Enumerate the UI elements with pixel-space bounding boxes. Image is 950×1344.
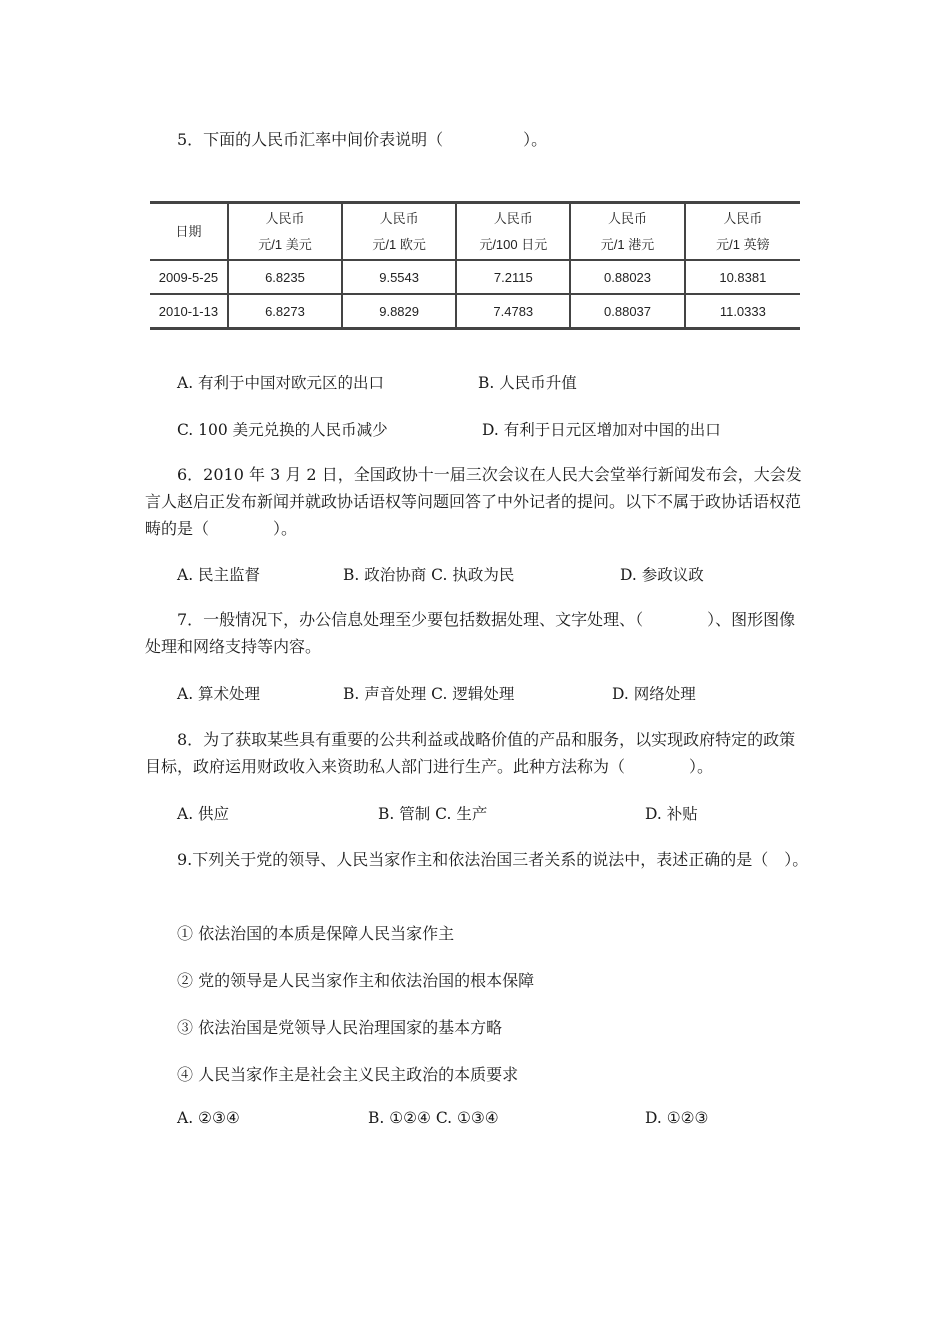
q7-option-d: D. 网络处理	[612, 685, 696, 703]
q9-statement-1: ① 依法治国的本质是保障人民当家作主	[177, 924, 455, 943]
col-gbp-header	[685, 203, 800, 261]
table-row	[150, 294, 800, 329]
cell-gbp: 11.0333	[685, 294, 800, 329]
col-header-top: 人民币	[493, 210, 533, 226]
cell-usd: 6.8235	[228, 260, 342, 294]
date-header: 日期	[175, 223, 202, 239]
col-usd-header	[228, 203, 342, 261]
q5-option-b: B. 人民币升值	[478, 374, 577, 392]
q7-option-a: A. 算术处理	[177, 685, 261, 703]
q5-option-d: D. 有利于日元区增加对中国的出口	[482, 421, 721, 439]
q9-option-d: D. ①②③	[645, 1109, 709, 1127]
col-header-bottom: 元/1 美元	[258, 236, 312, 252]
q5-option-a: A. 有利于中国对欧元区的出口	[177, 374, 385, 392]
col-hkd-header	[570, 203, 684, 261]
cell-jpy: 7.4783	[456, 294, 570, 329]
q6-option-a: A. 民主监督	[177, 566, 261, 584]
col-header-top: 人民币	[723, 210, 763, 226]
q9-statement-2: ② 党的领导是人民当家作主和依法治国的根本保障	[177, 971, 535, 990]
q6-stem: 6．2010 年 3 月 2 日，全国政协十一届三次会议在人民大会堂举行新闻发布会，大会发言人赵启正发布新闻并就政协话语权等问题回答了中外记者的提问。以下不属于政协话语权范畴的是（ ）。	[145, 465, 802, 538]
q5-stem: 5．下面的人民币汇率中间价表说明（ ）。	[177, 130, 548, 149]
col-header-bottom: 元/1 英镑	[716, 236, 770, 252]
table-header-row	[150, 203, 800, 261]
cell-hkd: 0.88037	[570, 294, 684, 329]
q9-stem: 9.下列关于党的领导、人民当家作主和依法治国三者关系的说法中，表述正确的是（ ）。	[177, 850, 809, 869]
q8-stem: 8．为了获取某些具有重要的公共利益或战略价值的产品和服务，以实现政府特定的政策目标，政府运用财政收入来资助私人部门进行生产。此种方法称为（ ）。	[145, 730, 796, 776]
row-date: 2010-1-13	[158, 303, 219, 319]
q9-option-a: A. ②③④	[177, 1109, 240, 1127]
q8-option-bc: B. 管制 C. 生产	[378, 805, 488, 823]
q8-option-a: A. 供应	[177, 805, 230, 823]
row-date: 2009-5-25	[158, 269, 219, 285]
cell-jpy: 7.2115	[456, 260, 570, 294]
q6-option-d: D. 参政议政	[620, 566, 704, 584]
q8-option-d: D. 补贴	[645, 805, 698, 823]
exchange-rate-table	[150, 201, 800, 330]
col-header-bottom: 元/1 港元	[600, 236, 655, 252]
col-jpy-header	[456, 203, 570, 261]
cell-eur: 9.8829	[342, 294, 456, 329]
q9-statement-3: ③ 依法治国是党领导人民治理国家的基本方略	[177, 1018, 503, 1037]
col-header-top: 人民币	[608, 210, 648, 226]
cell-hkd: 0.88023	[570, 260, 684, 294]
col-header-bottom: 元/1 欧元	[372, 236, 426, 252]
q7-stem: 7．一般情况下，办公信息处理至少要包括数据处理、文字处理、（ ）、图形图像处理和网络支持等内容。	[145, 610, 796, 656]
q5-option-c: C. 100 美元兑换的人民币减少	[177, 421, 388, 439]
col-header-top: 人民币	[379, 210, 419, 226]
col-header-bottom: 元/100 日元	[479, 236, 548, 252]
q7-option-bc: B. 声音处理 C. 逻辑处理	[343, 685, 515, 703]
col-eur-header	[342, 203, 456, 261]
cell-eur: 9.5543	[342, 260, 456, 294]
q9-option-bc: B. ①②④ C. ①③④	[368, 1109, 499, 1127]
cell-usd: 6.8273	[228, 294, 342, 329]
q9-statement-4: ④ 人民当家作主是社会主义民主政治的本质要求	[177, 1065, 519, 1084]
cell-gbp: 10.8381	[685, 260, 800, 294]
q6-option-bc: B. 政治协商 C. 执政为民	[343, 566, 515, 584]
col-header-top: 人民币	[265, 210, 305, 226]
table-row	[150, 260, 800, 294]
